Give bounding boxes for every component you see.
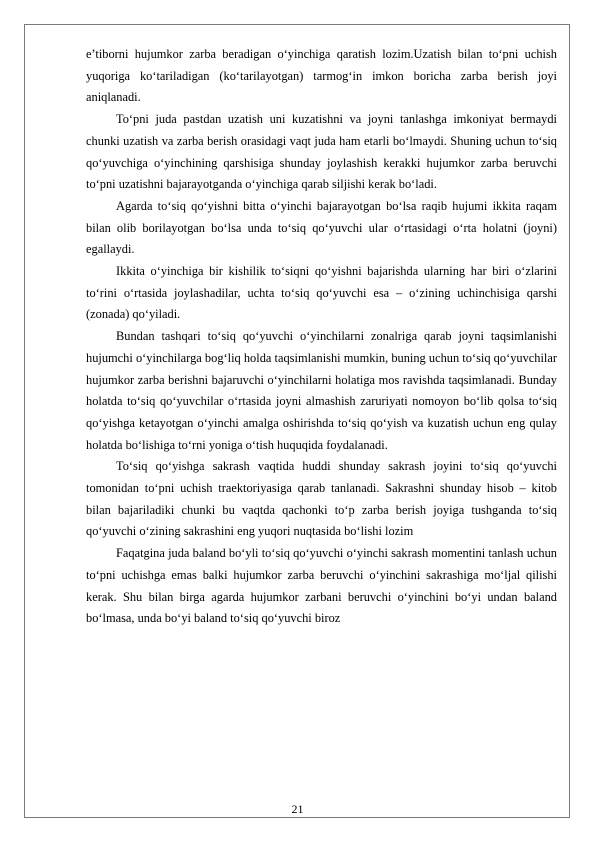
paragraph-4: Ikkita o‘yinchiga bir kishilik to‘siqni qo‘yishni bajarishda ularning har biri o‘zlarini to‘rini o‘rtasida joylashadilar, uchta to‘siq qo‘yuvchi esa – o‘zining uchinchisiga qarshi (zonada) qo‘yiladi.: [86, 264, 557, 322]
page-body: [86, 44, 557, 630]
paragraph-2: To‘pni juda pastdan uzatish uni kuzatishni va joyni tanlashga imkoniyat bermaydi chunki uzatish va zarba berish orasidagi vaqt juda ham etarli bo‘lmaydi. Shuning uchun to‘siq qo‘yuvchiga o‘yinchining qarshisiga shunday joylashish kerakki hujumkor zarba beruvchi to‘pni uzatishni bajarayotganda o‘yinchiga qarab siljishi kerak bo‘ladi.: [86, 112, 557, 192]
paragraph-6: To‘siq qo‘yishga sakrash vaqtida huddi shunday sakrash joyini to‘siq qo‘yuvchi tomonidan to‘pni uchish traektoriyasiga qarab tanlanadi. Sakrashni shunday hisob – kitob bilan bajariladiki chunki bu vaqtda qachonki to‘p zarba berish joyiga tushganda to‘siq qo‘yuvchi o‘zining sakrashini eng yuqori nuqtasida bo‘lishi lozim: [86, 459, 557, 539]
paragraph-5: Bundan tashqari to‘siq qo‘yuvchi o‘yinchilarni zonalriga qarab joyni taqsimlanishi hujumchi o‘yinchilarga bog‘liq holda taqsimlanishi mumkin, buning uchun to‘siq qo‘yuvchilar hujumkor zarba berishni bajaruvchi o‘yinchilarni holatiga mos ravishda taqsimlanadi. Bunday holatda to‘siq qo‘yuvchilar o‘rtasida joyni almashish zaruriyati nomoyon bo‘lib qolsa to‘siq qo‘yishga ketayotgan o‘yinchi amalga oshirishda to‘siq qo‘yish va kuzatish uchun eng qulay holatda bo‘lishiga to‘rni yoniga o‘tish huquqida foydalanadi.: [86, 329, 557, 452]
paragraph-7: Faqatgina juda baland bo‘yli to‘siq qo‘yuvchi o‘yinchi sakrash momentini tanlash uchun to‘pni uchishga emas balki hujumkor zarba beruvchi o‘yinchini sakrashiga mo‘ljal qilishi kerak. Shu bilan birga agarda hujumkor zarbani beruvchi o‘yinchini bo‘yi undan baland bo‘lmasa, unda bo‘yi baland to‘siq qo‘yuvchi biroz: [86, 546, 557, 626]
paragraph-1: e’tiborni hujumkor zarba beradigan o‘yinchiga qaratish lozim.Uzatish bilan to‘pni uchish yuqoriga ko‘tariladigan (ko‘tarilayotgan) tarmog‘in imkon boricha zarba berish joyi aniqlanadi.: [86, 47, 557, 105]
paragraph-3: Agarda to‘siq qo‘yishni bitta o‘yinchi bajarayotgan bo‘lsa raqib hujumi ikkita raqam bilan olib borilayotgan bo‘lsa unda to‘siq qo‘yuvchi ular o‘rtasidagi o‘rta holatni (joyni) egallaydi.: [86, 198, 557, 257]
page-number: 21: [291, 802, 304, 816]
